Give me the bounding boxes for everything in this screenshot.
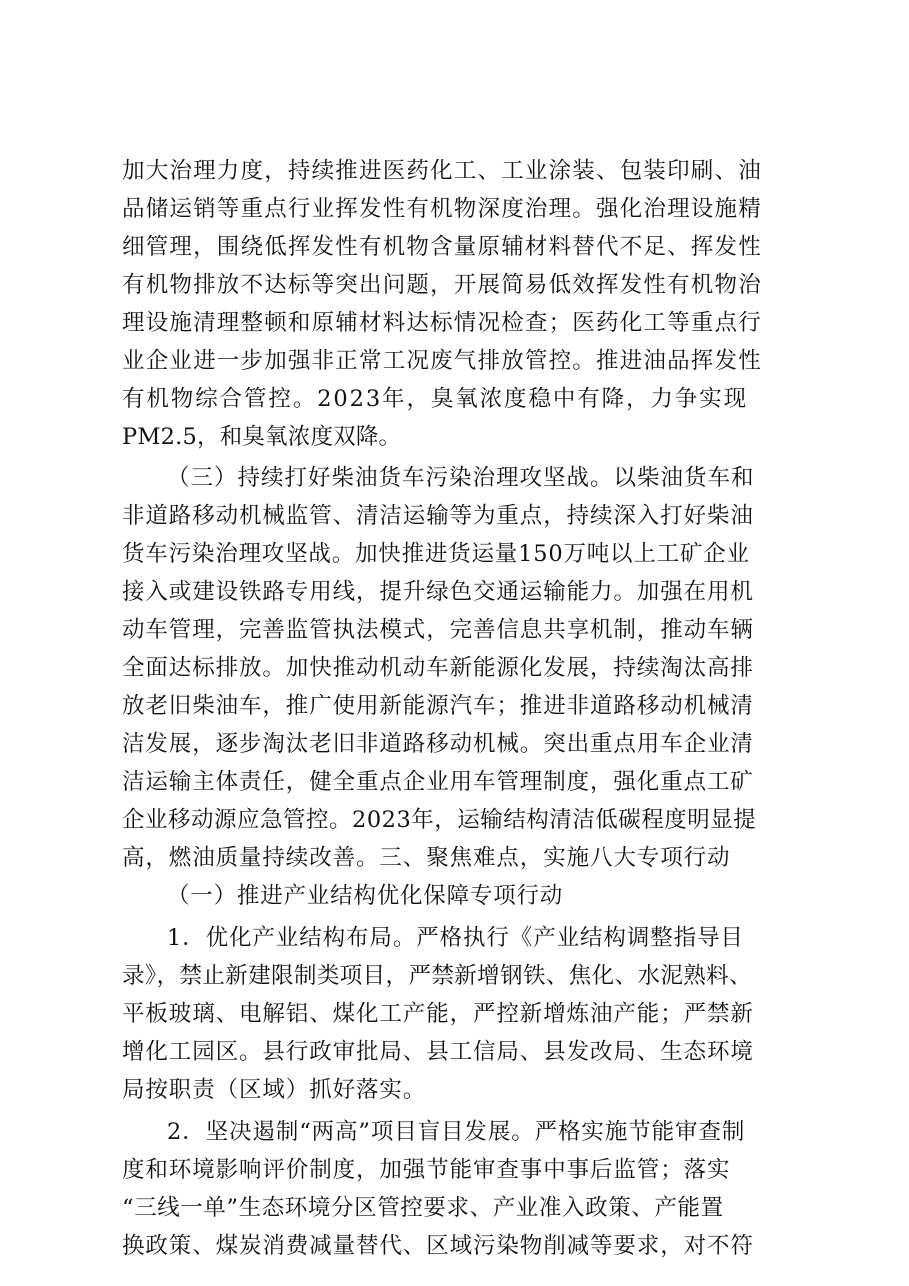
text-line: 加大治理力度，持续推进医药化工、工业涂装、包装印刷、油 bbox=[122, 158, 762, 184]
text-line: 洁运输主体责任，健全重点企业用车管理制度，强化重点工矿 bbox=[122, 769, 754, 795]
text-line: 换政策、煤炭消费减量替代、区域污染物削减等要求，对不符 bbox=[122, 1233, 754, 1259]
text-line: 度和环境影响评价制度，加强节能审查事中事后监管；落实 bbox=[122, 1157, 731, 1183]
text-line: 全面达标排放。加快推动机动车新能源化发展，持续淘汰高排 bbox=[122, 655, 754, 681]
text-line: 局按职责（区域）抓好落实。 bbox=[122, 1077, 427, 1103]
text-line: 细管理，围绕低挥发性有机物含量原辅材料替代不足、挥发性 bbox=[122, 234, 762, 260]
text-line: 2．坚决遏制“两高”项目盲目发展。严格实施节能审查制 bbox=[167, 1119, 746, 1145]
text-line: 录》，禁止新建限制类项目，严禁新增钢铁、焦化、水泥熟料、 bbox=[122, 963, 752, 989]
text-line: PM2.5，和臭氧浓度双降。 bbox=[122, 424, 402, 450]
text-line: 业企业进一步加强非正常工况废气排放管控。推进油品挥发性 bbox=[122, 348, 762, 374]
text-line: 放老旧柴油车，推广使用新能源汽车；推进非道路移动机械清 bbox=[122, 693, 754, 719]
text-line: 企业移动源应急管控。2023年，运输结构清洁低碳程度明显提 bbox=[122, 807, 757, 833]
text-line: 洁发展，逐步淘汰老旧非道路移动机械。突出重点用车企业清 bbox=[122, 731, 754, 757]
section-heading-line: （一）推进产业结构优化保障专项行动 bbox=[167, 883, 564, 909]
text-line: 货车污染治理攻坚战。加快推进货运量150万吨以上工矿企业 bbox=[122, 541, 750, 567]
text-line: 平板玻璃、电解铝、煤化工产能，严控新增炼油产能；严禁新 bbox=[122, 1001, 754, 1027]
text-line: “三线一单”生态环境分区管控要求、产业准入政策、产能置 bbox=[122, 1195, 724, 1221]
text-line: 动车管理，完善监管执法模式，完善信息共享机制，推动车辆 bbox=[122, 617, 754, 643]
text-line: 增化工园区。县行政审批局、县工信局、县发改局、生态环境 bbox=[122, 1039, 754, 1065]
text-line: 理设施清理整顿和原辅材料达标情况检查；医药化工等重点行 bbox=[122, 310, 762, 336]
text-line: 高，燃油质量持续改善。三、聚焦难点，实施八大专项行动 bbox=[122, 845, 731, 871]
text-line: 品储运销等重点行业挥发性有机物深度治理。强化治理设施精 bbox=[122, 196, 762, 222]
text-line: 有机物综合管控。2023年，臭氧浓度稳中有降，力争实现 bbox=[122, 386, 749, 412]
text-line: 接入或建设铁路专用线，提升绿色交通运输能力。加强在用机 bbox=[122, 579, 754, 605]
section-heading-line: （三）持续打好柴油货车污染治理攻坚战。以柴油货车和 bbox=[167, 465, 755, 491]
text-line: 有机物排放不达标等突出问题，开展简易低效挥发性有机物治 bbox=[122, 272, 762, 298]
text-line: 非道路移动机械监管、清洁运输等为重点，持续深入打好柴油 bbox=[122, 503, 754, 529]
text-line: 1．优化产业结构布局。严格执行《产业结构调整指导目 bbox=[167, 925, 744, 951]
